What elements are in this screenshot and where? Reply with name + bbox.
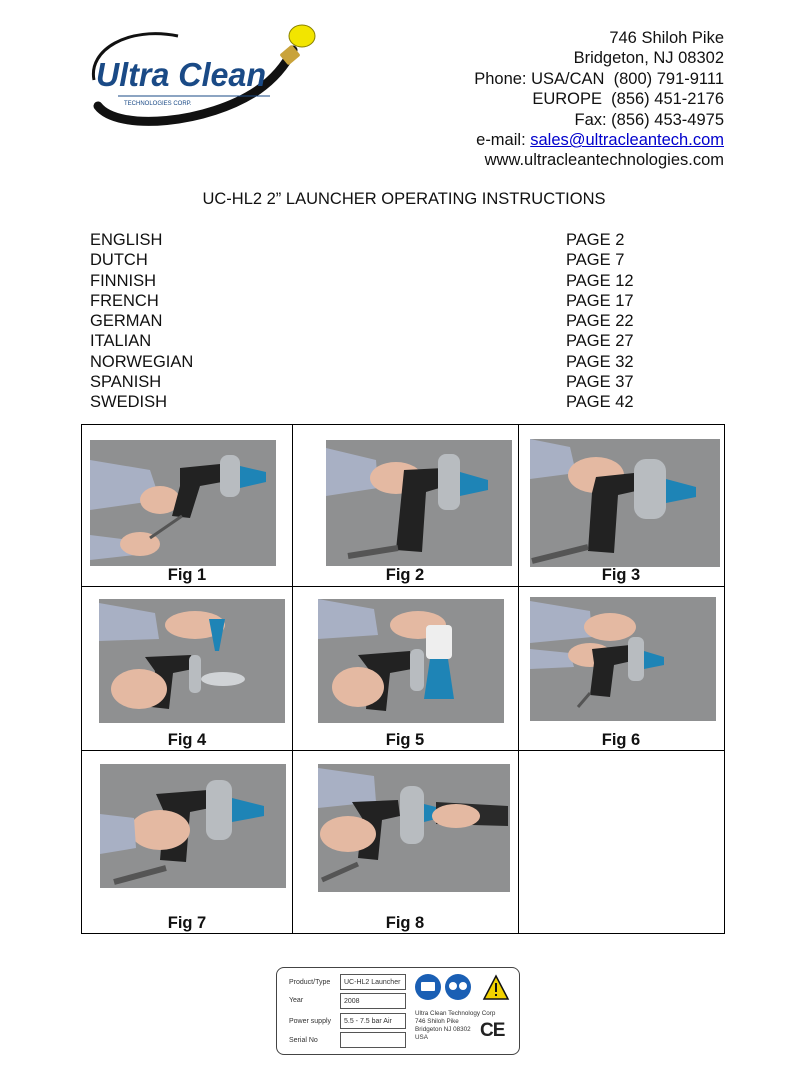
figure-photo [90,440,276,566]
launcher-photo-fig2 [326,440,512,566]
figure-caption: Fig 6 [601,731,641,749]
address-europe-phone: EUROPE (856) 451-2176 [532,90,724,109]
figure-caption: Fig 7 [167,914,207,932]
toc-row [90,230,650,250]
plate-product-type-label: Product/Type [289,979,331,986]
toc-page: PAGE 17 [566,291,634,310]
toc-page: PAGE 2 [566,231,625,249]
email-label: e-mail: [476,131,531,150]
figure-photo [99,599,285,723]
launcher-photo-fig6 [530,597,716,721]
toc-language: NORWEGIAN [90,352,194,371]
toc-row [90,352,650,372]
launcher-photo-fig8 [318,764,510,892]
eye-protection-icon [445,974,471,1000]
toc-row [90,291,650,311]
logo-wordmark: Ultra Clean [96,56,266,93]
toc-page: PAGE 12 [566,271,634,290]
plate-city: Bridgeton NJ 08302 [415,1026,471,1033]
toc-row [90,271,650,291]
toc-row [90,311,650,331]
plate-serial-label: Serial No [289,1037,318,1044]
toc-row [90,331,650,351]
toc-row [90,392,650,412]
plate-country: USA [415,1034,428,1041]
table-divider [82,750,724,751]
figure-photo [326,440,512,566]
address-city: Bridgeton, NJ 08302 [573,49,724,68]
figure-photo [530,439,720,567]
launcher-photo-fig4 [99,599,285,723]
toc-language: SWEDISH [90,393,168,412]
table-divider [292,425,293,933]
plate-power: 5.5 - 7.5 bar Air [340,1013,406,1029]
toc-language: FRENCH [90,291,159,310]
plate-year-label: Year [289,997,304,1004]
figure-caption: Fig 5 [385,731,425,749]
toc-page: PAGE 27 [566,332,634,351]
language-index [90,230,650,413]
figure-caption: Fig 8 [385,914,425,932]
table-divider [82,586,724,587]
launcher-photo-fig1 [90,440,276,566]
plate-street: 746 Shiloh Pike [415,1018,459,1025]
address-email-line [474,130,724,150]
toc-language: ITALIAN [90,332,152,351]
document-title: UC-HL2 2” LAUNCHER OPERATING INSTRUCTIONS [202,190,606,208]
ce-mark: CE [480,1020,505,1041]
figure-caption: Fig 1 [167,566,207,584]
toc-page: PAGE 7 [566,251,625,270]
address-website: www.ultracleantechnologies.com [484,151,724,170]
logo-subtitle: TECHNOLOGIES CORP. [124,101,192,107]
figure-photo [318,599,504,723]
toc-page: PAGE 37 [566,373,634,392]
figure-photo [530,597,716,721]
plate-power-label: Power supply [289,1018,332,1025]
address-fax: Fax: (856) 453-4975 [574,110,724,129]
plate-serial [340,1032,406,1048]
figure-table [81,424,725,934]
toc-language: FINNISH [90,271,156,290]
safety-icons [414,972,514,1002]
plate-company: Ultra Clean Technology Corp [415,1010,496,1017]
email-link[interactable]: sales@ultracleantech.com [530,131,724,150]
product-nameplate [276,967,520,1055]
ultra-clean-logo [88,20,320,132]
figure-caption: Fig 4 [167,731,207,749]
plate-product-type: UC-HL2 Launcher [340,974,406,990]
toc-language: DUTCH [90,251,148,270]
figure-caption: Fig 3 [601,566,641,584]
launcher-photo-fig3 [530,439,720,567]
toc-row [90,250,650,270]
figure-photo [100,764,286,888]
figure-photo [318,764,510,892]
toc-page: PAGE 32 [566,352,634,371]
launcher-photo-fig5 [318,599,504,723]
table-divider [518,425,519,933]
address-phone: Phone: USA/CAN (800) 791-9111 [474,69,724,88]
figure-caption: Fig 2 [385,566,425,584]
toc-page: PAGE 42 [566,393,634,412]
address-street: 746 Shiloh Pike [609,29,724,47]
plate-year: 2008 [340,993,406,1009]
toc-row [90,372,650,392]
toc-language: GERMAN [90,312,163,331]
toc-language: SPANISH [90,373,162,392]
toc-page: PAGE 22 [566,312,634,331]
launcher-photo-fig7 [100,764,286,888]
company-address [474,28,724,171]
toc-language: ENGLISH [90,231,163,249]
